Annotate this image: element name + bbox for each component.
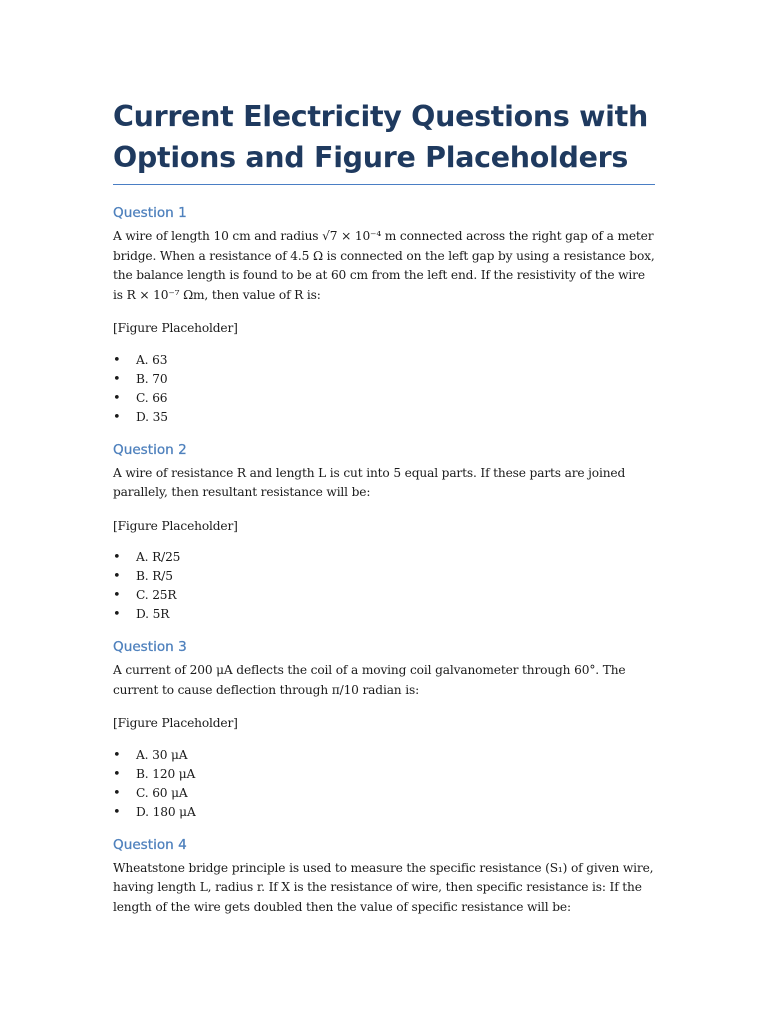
bullet-icon: •: [113, 371, 121, 387]
option-label: D. 35: [136, 409, 168, 424]
question-heading: Question 4: [113, 836, 187, 853]
option-label: B. 120 μA: [136, 766, 196, 781]
option-c: [113, 389, 655, 408]
option-a: [113, 351, 655, 370]
option-d: [113, 605, 655, 624]
bullet-icon: •: [113, 766, 121, 782]
options-list: [113, 351, 655, 427]
option-label: D. 5R: [136, 607, 170, 621]
option-label: D. 180 μA: [136, 804, 196, 819]
figure-placeholder: [Figure Placeholder]: [113, 716, 238, 730]
figure-placeholder: [Figure Placeholder]: [113, 321, 238, 335]
bullet-icon: •: [113, 785, 121, 801]
bullet-icon: •: [113, 569, 121, 584]
bullet-icon: •: [113, 588, 121, 603]
option-label: B. R/5: [136, 569, 173, 583]
question-text: Wheatstone bridge principle is used to measure the specific resistance (S₁) of given wire, having length L, radius r. If X is the resistance of wire, then specific resistance is: If the length of the wire gets doubled then the value of specific resistance will be:: [113, 860, 654, 914]
question-heading: Question 2: [113, 441, 187, 458]
question-text: A wire of resistance R and length L is cut into 5 equal parts. If these parts are joined parallely, then resultant resistance will be:: [113, 465, 626, 499]
question-text: A current of 200 μA deflects the coil of a moving coil galvanometer through 60°. The current to cause deflection through π/10 radian is:: [113, 663, 626, 697]
option-d: [113, 408, 655, 427]
bullet-icon: •: [113, 550, 121, 565]
question-2: [113, 441, 655, 625]
option-label: A. 30 μA: [136, 747, 188, 762]
option-label: A. R/25: [136, 550, 181, 564]
question-heading: Question 1: [113, 205, 187, 221]
option-label: C. 25R: [136, 588, 177, 602]
option-a: [113, 548, 655, 567]
options-list: [113, 548, 655, 624]
bullet-icon: •: [113, 747, 121, 763]
bullet-icon: •: [113, 390, 121, 406]
document-page: [113, 96, 655, 917]
option-label: C. 60 μA: [136, 785, 188, 800]
question-heading: Question 3: [113, 639, 187, 655]
option-label: C. 66: [136, 390, 168, 405]
bullet-icon: •: [113, 352, 121, 368]
figure-placeholder: [Figure Placeholder]: [113, 518, 238, 533]
option-b: [113, 370, 655, 389]
question-3: [113, 638, 655, 822]
option-label: A. 63: [136, 352, 168, 367]
question-1: [113, 204, 655, 427]
options-list: [113, 746, 655, 822]
question-text: A wire of length 10 cm and radius √7 × 10⁻⁴ m connected across the right gap of a meter bridge. When a resistance of 4.5 Ω is connected on the left gap by using a resistance box, the balance length is found to be at 60 cm from the left end. If the resistivity of the wire is R × 10⁻⁷ Ωm, then value of R is:: [113, 229, 655, 302]
option-b: [113, 765, 655, 784]
bullet-icon: •: [113, 409, 121, 425]
bullet-icon: •: [113, 607, 121, 622]
option-c: [113, 784, 655, 803]
option-b: [113, 567, 655, 586]
option-label: B. 70: [136, 371, 168, 386]
document-title: Current Electricity Questions with Options and Figure Placeholders: [113, 96, 655, 185]
option-c: [113, 586, 655, 605]
bullet-icon: •: [113, 804, 121, 820]
question-4: [113, 836, 655, 918]
option-a: [113, 746, 655, 765]
option-d: [113, 803, 655, 822]
